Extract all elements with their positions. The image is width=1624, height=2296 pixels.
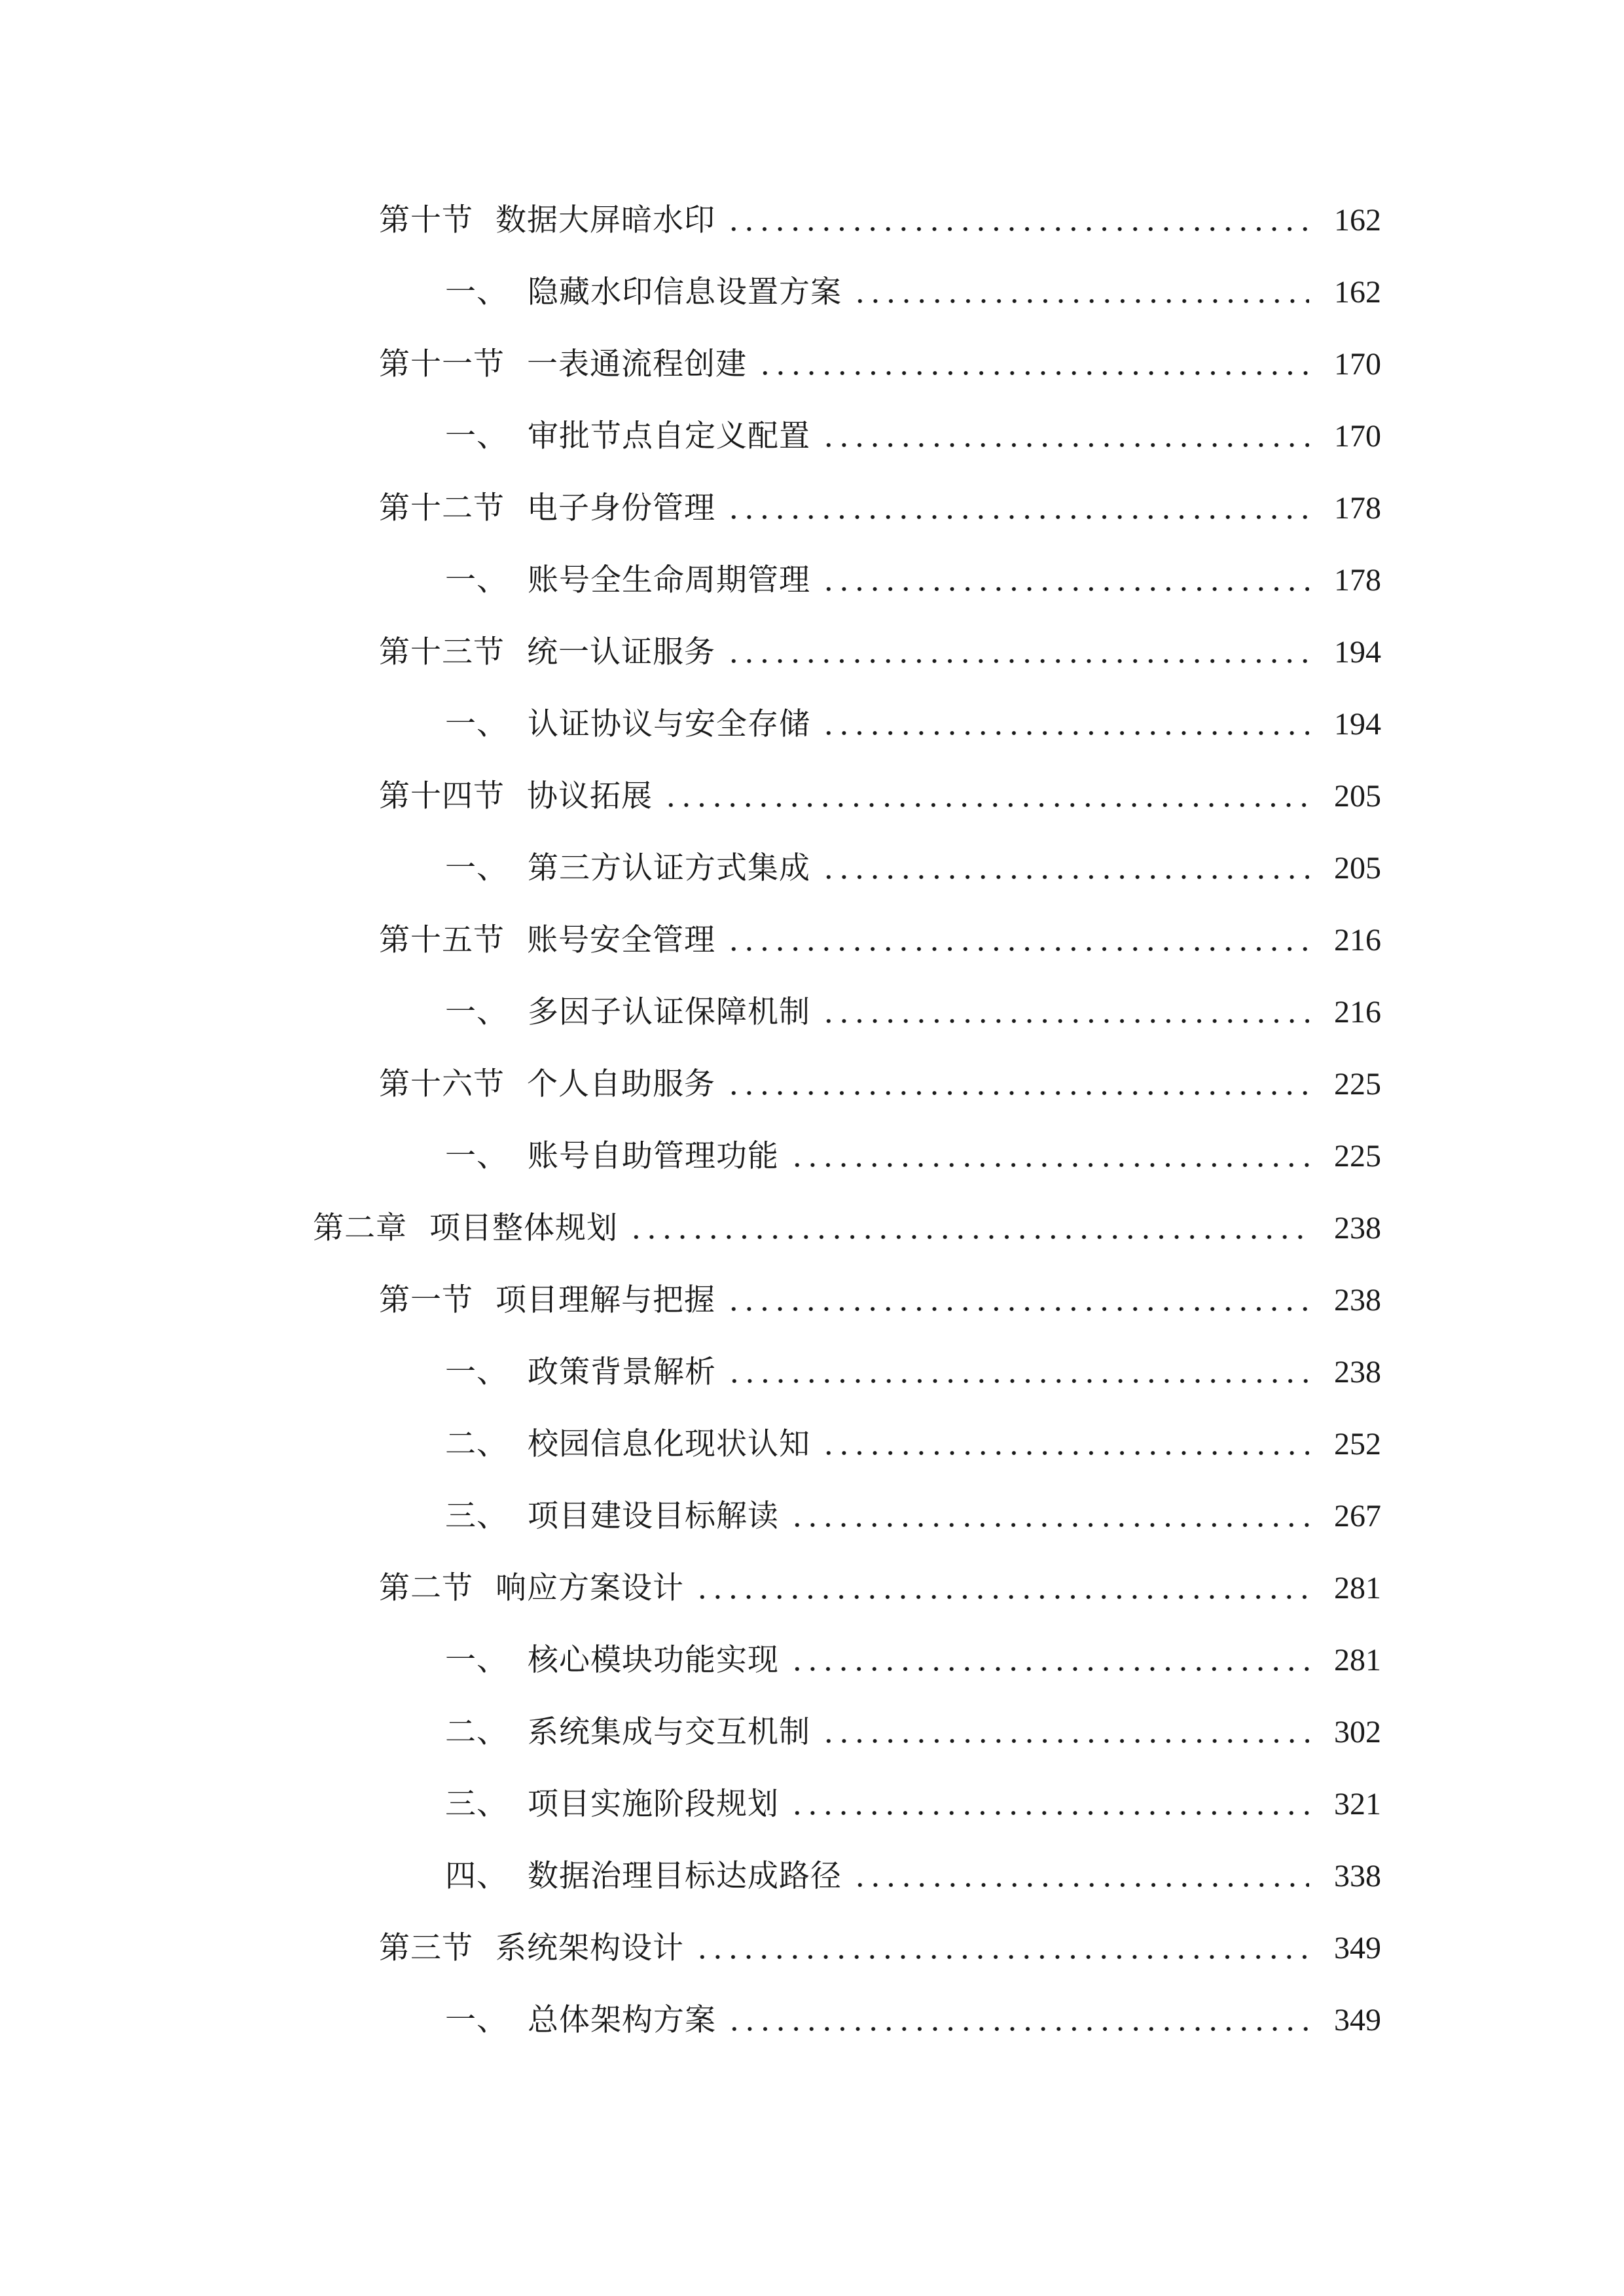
toc-entry-label: 一、 <box>445 1138 508 1174</box>
toc-item-entry <box>0 1480 1381 1552</box>
toc-dot-leader <box>821 977 1309 1049</box>
toc-entry-title: 协议拓展 <box>527 778 653 814</box>
toc-item-entry <box>0 1768 1381 1840</box>
toc-entry-title: 统一认证服务 <box>527 634 715 670</box>
toc-entry-title: 校园信息化现状认知 <box>528 1426 810 1462</box>
toc-section-entry <box>0 473 1381 545</box>
toc-entry-label: 三、 <box>445 1786 508 1822</box>
toc-entry-title: 核心模块功能实现 <box>528 1642 779 1678</box>
toc-entry-label: 一、 <box>445 1354 508 1390</box>
toc-entry-page-number: 238 <box>1334 1211 1381 1246</box>
toc-entry-page-number: 178 <box>1334 491 1381 526</box>
toc-item-entry <box>0 545 1381 617</box>
toc-entry-title: 账号自助管理功能 <box>528 1138 779 1174</box>
toc-dot-leader <box>757 329 1309 401</box>
toc-entry-page-number: 349 <box>1334 2003 1381 2037</box>
toc-entry-title: 政策背景解析 <box>528 1354 716 1390</box>
toc-item-entry <box>0 1696 1381 1768</box>
toc-entry-page-number: 238 <box>1334 1283 1381 1318</box>
toc-dot-leader <box>663 761 1309 833</box>
toc-entry-page-number: 170 <box>1334 347 1381 382</box>
toc-entry-title: 第三方认证方式集成 <box>528 850 810 886</box>
toc-entry-page-number: 170 <box>1334 419 1381 454</box>
toc-entry-page-number: 178 <box>1334 563 1381 598</box>
toc-entry-title: 项目整体规划 <box>429 1210 618 1246</box>
toc-entry-title: 系统架构设计 <box>496 1930 684 1966</box>
toc-dot-leader <box>726 185 1309 257</box>
toc-entry-label: 第十五节 <box>379 922 505 958</box>
toc-entry-page-number: 194 <box>1334 707 1381 742</box>
toc-section-entry <box>0 1552 1381 1624</box>
toc-chapter-entry <box>0 1193 1381 1265</box>
toc-section-entry <box>0 617 1381 689</box>
toc-entry-page-number: 194 <box>1334 635 1381 670</box>
toc-entry-label: 一、 <box>445 2002 508 2038</box>
toc-entry-title: 总体架构方案 <box>528 2002 716 2038</box>
toc-entry-label: 一、 <box>445 1642 508 1678</box>
toc-item-entry <box>0 1408 1381 1480</box>
toc-entry-title: 个人自助服务 <box>527 1066 715 1102</box>
toc-entry-page-number: 281 <box>1334 1571 1381 1605</box>
toc-entry-label: 三、 <box>445 1498 508 1534</box>
toc-entry-page-number: 349 <box>1334 1931 1381 1965</box>
toc-entry-title: 认证协议与安全存储 <box>528 706 810 742</box>
toc-section-entry <box>0 329 1381 401</box>
toc-dot-leader <box>726 1265 1309 1336</box>
toc-entry-label: 第十二节 <box>379 490 505 526</box>
toc-item-entry <box>0 977 1381 1049</box>
toc-dot-leader <box>628 1193 1309 1265</box>
toc-entry-label: 一、 <box>445 418 508 454</box>
toc-entry-page-number: 205 <box>1334 779 1381 814</box>
toc-entry-label: 四、 <box>445 1858 508 1894</box>
toc-dot-leader <box>789 1624 1309 1696</box>
toc-dot-leader <box>789 1480 1309 1552</box>
toc-entry-page-number: 338 <box>1334 1859 1381 1893</box>
toc-entry-label: 一、 <box>445 562 508 598</box>
toc-dot-leader <box>727 1984 1309 2056</box>
toc-entry-label: 第十六节 <box>379 1066 505 1102</box>
toc-section-entry <box>0 761 1381 833</box>
toc-section-entry <box>0 905 1381 977</box>
toc-entry-label: 第二节 <box>379 1570 473 1606</box>
toc-dot-leader <box>821 401 1309 473</box>
toc-entry-page-number: 238 <box>1334 1355 1381 1390</box>
toc-dot-leader <box>821 1408 1309 1480</box>
toc-entry-page-number: 302 <box>1334 1715 1381 1749</box>
toc-entry-label: 一、 <box>445 706 508 742</box>
toc-dot-leader <box>789 1768 1309 1840</box>
toc-section-entry <box>0 1912 1381 1984</box>
toc-entry-title: 审批节点自定义配置 <box>528 418 810 454</box>
toc-entry-page-number: 321 <box>1334 1787 1381 1821</box>
toc-item-entry <box>0 257 1381 329</box>
toc-item-entry <box>0 1840 1381 1912</box>
toc-entry-title: 项目实施阶段规划 <box>528 1786 779 1822</box>
toc-dot-leader <box>726 1049 1309 1121</box>
toc-entry-page-number: 216 <box>1334 995 1381 1030</box>
toc-entry-label: 第一节 <box>379 1282 473 1318</box>
toc-entry-title: 数据大屏暗水印 <box>496 202 715 238</box>
toc-dot-leader <box>852 257 1309 329</box>
toc-item-entry <box>0 689 1381 761</box>
toc-dot-leader <box>821 1696 1309 1768</box>
toc-entry-label: 第十一节 <box>379 346 505 382</box>
toc-entry-title: 一表通流程创建 <box>527 346 747 382</box>
toc-dot-leader <box>821 833 1309 905</box>
toc-item-entry <box>0 833 1381 905</box>
toc-dot-leader <box>821 545 1309 617</box>
toc-dot-leader <box>727 1336 1309 1408</box>
toc-entry-label: 一、 <box>445 274 508 310</box>
toc-dot-leader <box>726 473 1309 545</box>
toc-entry-page-number: 267 <box>1334 1499 1381 1534</box>
table-of-contents <box>0 185 1381 2056</box>
toc-dot-leader <box>726 617 1309 689</box>
toc-dot-leader <box>695 1552 1309 1624</box>
toc-entry-title: 项目建设目标解读 <box>528 1498 779 1534</box>
toc-entry-page-number: 225 <box>1334 1139 1381 1174</box>
toc-entry-title: 隐藏水印信息设置方案 <box>528 274 842 310</box>
toc-entry-title: 数据治理目标达成路径 <box>528 1858 842 1894</box>
toc-entry-title: 系统集成与交互机制 <box>528 1714 810 1750</box>
toc-entry-label: 二、 <box>445 1426 508 1462</box>
toc-dot-leader <box>821 689 1309 761</box>
toc-entry-page-number: 281 <box>1334 1643 1381 1677</box>
toc-entry-page-number: 252 <box>1334 1427 1381 1462</box>
toc-section-entry <box>0 1049 1381 1121</box>
toc-item-entry <box>0 1336 1381 1408</box>
toc-item-entry <box>0 1624 1381 1696</box>
toc-entry-label: 二、 <box>445 1714 508 1750</box>
toc-entry-label: 第十四节 <box>379 778 505 814</box>
toc-entry-title: 响应方案设计 <box>496 1570 684 1606</box>
toc-entry-title: 账号全生命周期管理 <box>528 562 810 598</box>
toc-entry-page-number: 162 <box>1334 275 1381 310</box>
toc-item-entry <box>0 1984 1381 2056</box>
toc-entry-page-number: 205 <box>1334 851 1381 886</box>
toc-entry-page-number: 225 <box>1334 1067 1381 1102</box>
toc-dot-leader <box>726 905 1309 977</box>
toc-entry-page-number: 216 <box>1334 923 1381 958</box>
toc-item-entry <box>0 1121 1381 1193</box>
toc-dot-leader <box>695 1912 1309 1984</box>
toc-entry-title: 多因子认证保障机制 <box>528 994 810 1030</box>
toc-entry-title: 账号安全管理 <box>527 922 715 958</box>
toc-entry-title: 电子身份管理 <box>527 490 715 526</box>
toc-entry-label: 一、 <box>445 850 508 886</box>
toc-item-entry <box>0 401 1381 473</box>
toc-entry-label: 第十节 <box>379 202 473 238</box>
toc-dot-leader <box>789 1121 1309 1193</box>
toc-entry-page-number: 162 <box>1334 203 1381 238</box>
toc-dot-leader <box>852 1840 1309 1912</box>
toc-entry-label: 第二章 <box>313 1210 407 1246</box>
toc-entry-title: 项目理解与把握 <box>496 1282 715 1318</box>
toc-entry-label: 一、 <box>445 994 508 1030</box>
toc-section-entry <box>0 1265 1381 1336</box>
toc-entry-label: 第三节 <box>379 1930 473 1966</box>
toc-section-entry <box>0 185 1381 257</box>
toc-entry-label: 第十三节 <box>379 634 505 670</box>
